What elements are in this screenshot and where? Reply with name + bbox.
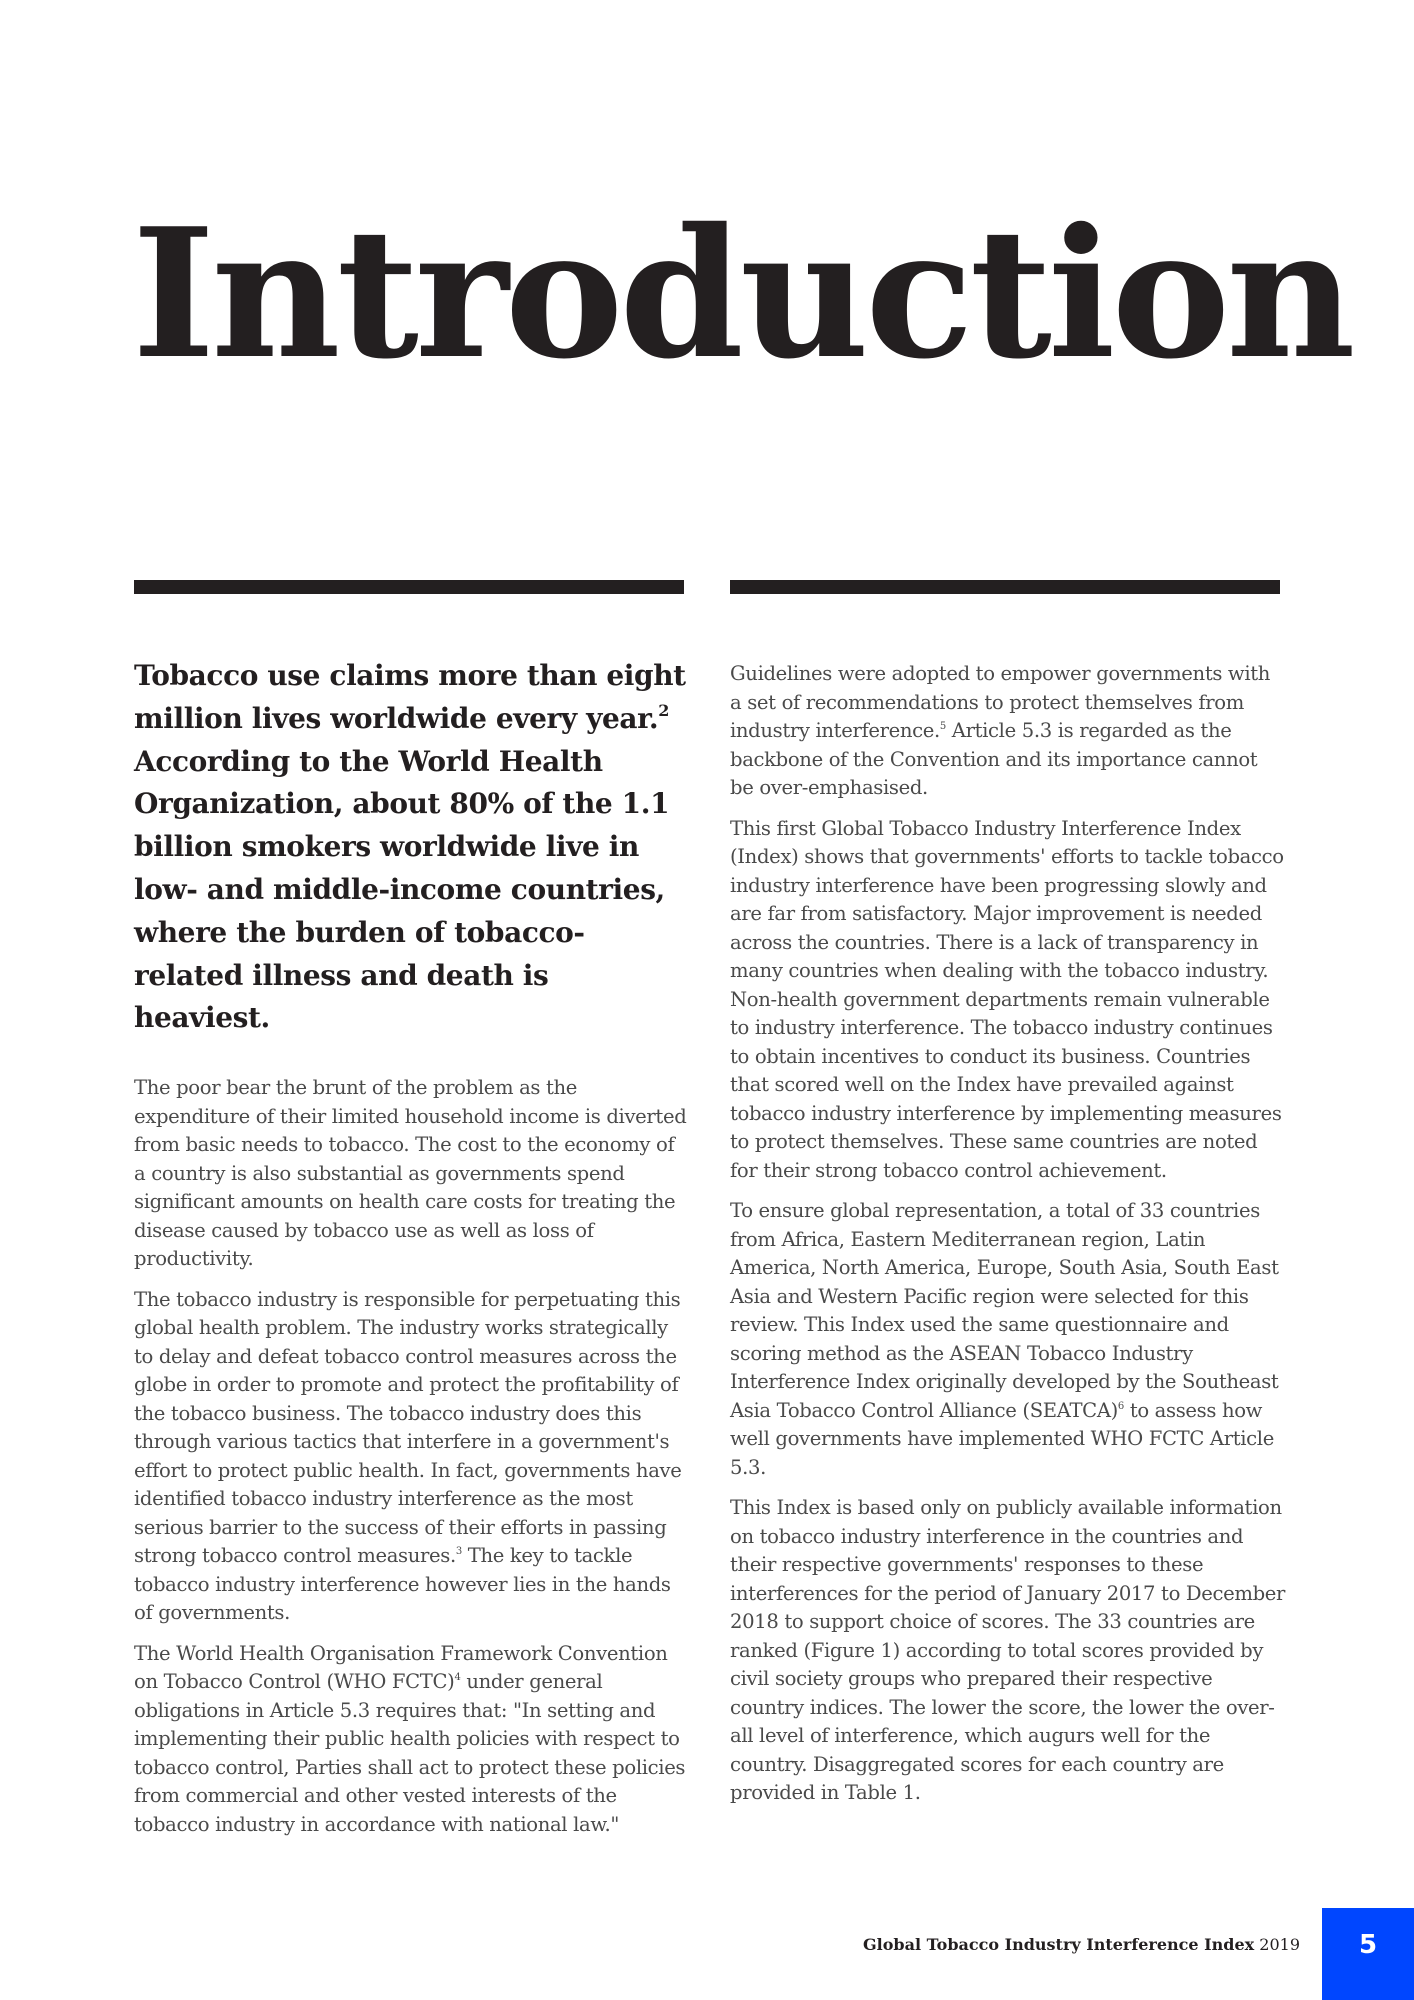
paragraph-text: Article 5.3 is regarded as the backbone of the Convention and its importance cannot be over-emphasised. xyxy=(730,719,1258,799)
body-paragraph xyxy=(134,1640,690,1840)
body-paragraph: This first Global Tobacco Industry Interference Index (Index) shows that governments' efforts to tackle tobacco industry interference have been progressing slowly and are far from satisfactory. Major improvement is needed across the countries. There is a lack of transparency in many countries when dealing with the tobacco industry. Non-health government departments remain vulnerable to industry interference. The tobacco industry continues to obtain incentives to conduct its business. Countries that scored well on the Index have prevailed against tobacco industry interference by implementing measures to protect themselves. These same countries are noted for their strong tobacco control achievement. xyxy=(730,816,1284,1182)
lead-sentence: Tobacco use claims more than eight million lives worldwide every year. xyxy=(134,659,686,735)
paragraph-text: under general obligations in Article 5.3 requires that: "In setting and implementing their public health policies with respect to tobacco control, Parties shall act to protect these policies from commercial and other vested interests of the tobacco industry in accordance with national law." xyxy=(134,1670,686,1836)
footnote-ref: 2 xyxy=(658,700,670,720)
page-number-badge xyxy=(1322,1908,1414,2000)
left-column-divider xyxy=(134,580,684,594)
body-paragraph: This Index is based only on publicly available information on tobacco industry interference in the countries and their respective governments' responses to these interferences for the period of January 2017 to December 2018 to support choice of scores. The 33 countries are ranked (Figure 1) according to total scores provided by civil society groups who prepared their respective country indices. The lower the score, the lower the over-all level of interference, which augurs well for the country. Disaggregated scores for each country are provided in Table 1. xyxy=(730,1496,1286,1804)
paragraph-text: to assess how well governments have implemented WHO FCTC Article 5.3. xyxy=(730,1398,1274,1479)
paragraph-text: To ensure global representation, a total of 33 countries from Africa, Eastern Mediterranean region, Latin America, North America, Europe, South Asia, South East Asia and Western Pacific region were selected for this review. This Index used the same questionnaire and scoring method as the ASEAN Tobacco Industry Interference Index originally developed by the Southeast Asia Tobacco Control Alliance (SEATCA) xyxy=(730,1199,1279,1422)
paragraph-text: Guidelines were adopted to empower governments with a set of recommendations to protect themselves from industry interference. xyxy=(730,662,1271,742)
lead-rest: According to the World Health Organization, about 80% of the 1.1 billion smokers worldwide live in low- and middle-income countries, where the burden of tobacco-related illness and death is heaviest. xyxy=(134,744,670,1035)
paragraph-text: The tobacco industry is responsible for perpetuating this global health problem. The industry works strategically to delay and defeat tobacco control measures across the globe in order to promote and protect the profitability of the tobacco business. The tobacco industry does this through various tactics that interfere in a government's effort to protect public health. In fact, governments have identified tobacco industry interference as the most serious barrier to the success of their efforts in passing strong tobacco control measures. xyxy=(134,1287,682,1568)
page-number: 5 xyxy=(1358,1930,1378,1960)
footer-publication-title: Global Tobacco Industry Interference Index xyxy=(862,1935,1255,1954)
body-paragraph xyxy=(134,1286,690,1628)
footnote-ref: 3 xyxy=(455,1546,462,1558)
footnote-ref: 4 xyxy=(454,1672,461,1684)
footer-publication xyxy=(863,1935,1300,1954)
body-paragraph xyxy=(730,660,1286,803)
body-paragraph: The poor bear the brunt of the problem as the expenditure of their limited household income is diverted from basic needs to tobacco. The cost to the economy of a country is also substantial as governments spend significant amounts on health care costs for treating the disease caused by tobacco use as well as loss of productivity. xyxy=(134,1076,687,1271)
footnote-ref: 6 xyxy=(1117,1400,1124,1412)
footnote-ref: 5 xyxy=(939,721,946,732)
right-column-divider xyxy=(730,580,1280,594)
right-column xyxy=(730,660,1286,1820)
left-column xyxy=(134,655,690,1851)
paragraph-text: The World Health Organisation Framework Convention on Tobacco Control (WHO FCTC) xyxy=(134,1641,668,1694)
paragraph-text: The key to tackle tobacco industry interference however lies in the hands of governments. xyxy=(134,1544,671,1625)
page-title: Introduction xyxy=(132,189,1352,398)
lead-paragraph xyxy=(134,655,690,1040)
footer-year: 2019 xyxy=(1259,1935,1300,1954)
body-paragraph xyxy=(730,1197,1286,1482)
